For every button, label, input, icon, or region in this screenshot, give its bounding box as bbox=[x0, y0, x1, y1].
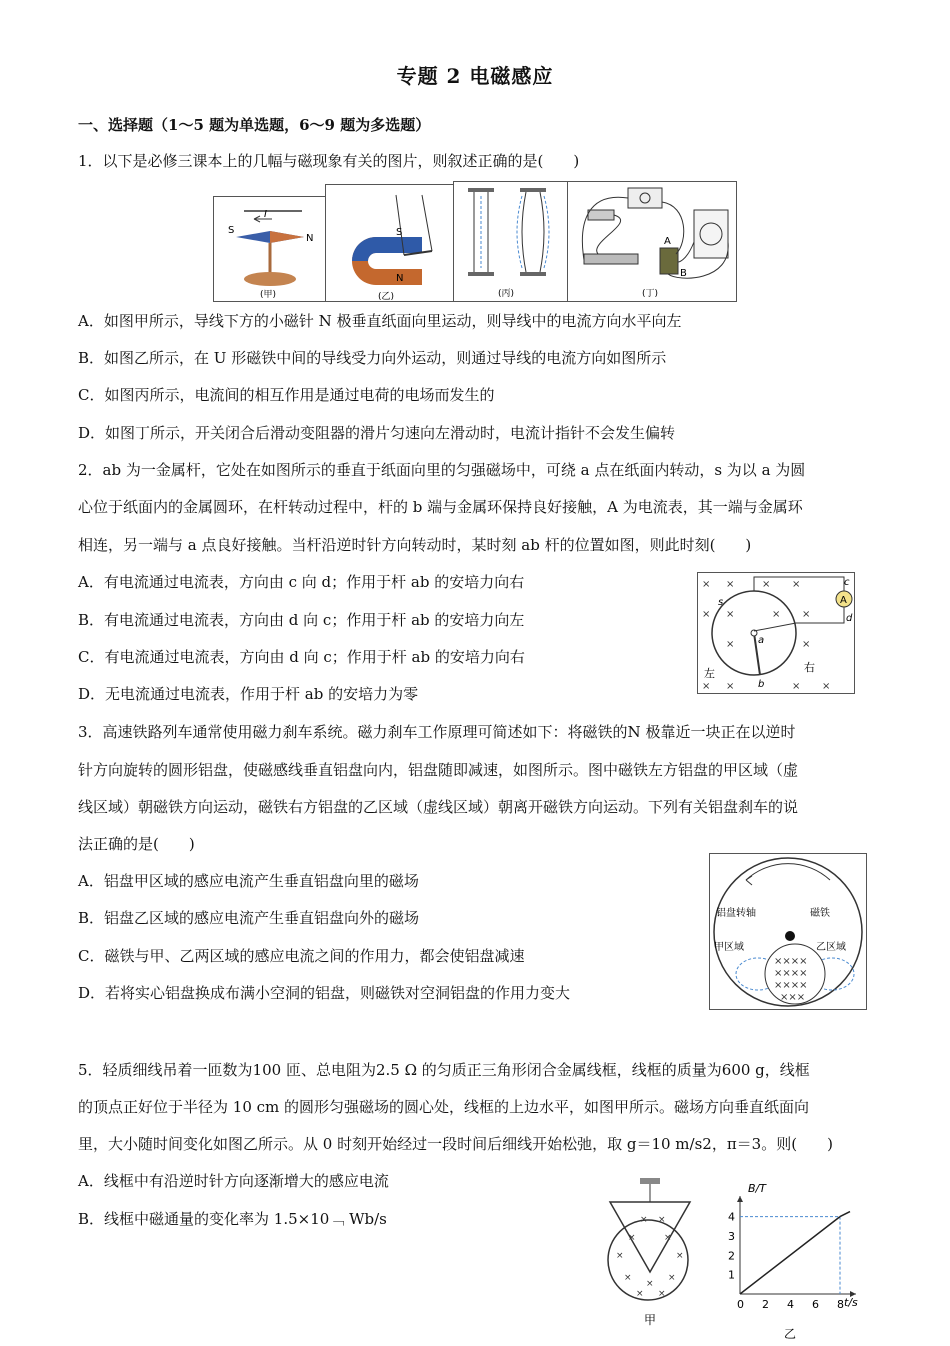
svg-text:×: × bbox=[628, 1233, 636, 1243]
y-tick-label: 2 bbox=[728, 1249, 735, 1263]
page-title: 专题 2 电磁感应 bbox=[396, 64, 554, 88]
svg-text:×: × bbox=[664, 1233, 672, 1243]
point-b-label: b bbox=[758, 679, 765, 690]
svg-text:×: × bbox=[702, 579, 711, 590]
x-tick-label: 6 bbox=[812, 1298, 819, 1311]
ammeter-label: A bbox=[840, 595, 847, 606]
q3-option-c: C．磁铁与甲、乙两区域的感应电流之间的作用力，都会使铝盘减速 bbox=[78, 947, 525, 965]
svg-text:×: × bbox=[726, 639, 735, 650]
rotating-rod-ring-diagram bbox=[698, 573, 854, 693]
q1-figure-bing bbox=[453, 181, 569, 302]
point-d-label: d bbox=[846, 613, 853, 624]
q5-option-b: B．线框中磁通量的变化率为 1.5×10﹁ Wb/s bbox=[78, 1210, 387, 1228]
series-line bbox=[740, 1217, 840, 1294]
point-c-label: c bbox=[844, 577, 850, 588]
svg-text:×: × bbox=[802, 609, 811, 620]
q2-stem-line-1: 2．ab 为一金属杆，它处在如图所示的垂直于纸面向里的匀强磁场中，可绕 a 点在纸面内转动，s 为以 a 为圆 bbox=[78, 461, 806, 479]
svg-text:×: × bbox=[616, 1251, 624, 1261]
magnetic-brake-disc-diagram bbox=[710, 854, 866, 1009]
ring-s-label: s bbox=[718, 597, 724, 608]
svg-text:×: × bbox=[792, 579, 801, 590]
right-label: 右 bbox=[804, 661, 815, 674]
q1-figure-jia bbox=[213, 196, 327, 302]
coil-a-label: A bbox=[664, 236, 671, 247]
svg-text:×: × bbox=[702, 681, 711, 692]
axis-label: 铝盘转轴 bbox=[716, 908, 756, 919]
compass-under-wire-diagram bbox=[214, 197, 326, 301]
y-tick-label: 4 bbox=[728, 1210, 735, 1224]
q3-option-b: B．铝盘乙区域的感应电流产生垂直铝盘向外的磁场 bbox=[78, 909, 420, 927]
q5-option-a: A．线框中有沿逆时针方向逐渐增大的感应电流 bbox=[78, 1172, 389, 1190]
magnet-label: 磁铁 bbox=[810, 908, 830, 919]
left-label: 左 bbox=[704, 667, 715, 680]
svg-text:××××: ×××× bbox=[774, 968, 808, 979]
n-pole-label: N bbox=[396, 273, 404, 284]
s-pole-label: S bbox=[396, 227, 403, 238]
series-line-extension bbox=[840, 1212, 850, 1217]
fig-label-ding: (丁) bbox=[642, 289, 659, 299]
svg-text:×: × bbox=[822, 681, 831, 692]
y-axis-arrow bbox=[737, 1196, 743, 1202]
q1-figure-yi bbox=[325, 184, 455, 302]
q5-stem-line-2: 的顶点正好位于半径为 10 cm 的圆形匀强磁场的圆心处，线框的上边水平，如图甲所示。磁场方向垂直纸面向 bbox=[78, 1098, 810, 1116]
b-t-line-chart bbox=[718, 1182, 868, 1342]
x-tick-label: 2 bbox=[762, 1298, 769, 1311]
fig-label-jia: 甲 bbox=[644, 1313, 657, 1327]
svg-text:×: × bbox=[624, 1273, 632, 1283]
parallel-currents-diagram bbox=[454, 182, 568, 301]
svg-text:×: × bbox=[802, 639, 811, 650]
svg-text:×: × bbox=[658, 1289, 666, 1299]
q3-stem-line-3: 线区域）朝磁铁方向运动，磁铁右方铝盘的乙区域（虚线区域）朝离开磁铁方向运动。下列有关铝盘刹车的说 bbox=[78, 798, 799, 816]
svg-text:×: × bbox=[726, 579, 735, 590]
q2-figure bbox=[697, 572, 855, 694]
y-tick-label: 1 bbox=[728, 1268, 735, 1282]
q3-figure bbox=[709, 853, 867, 1010]
q5-stem-line-3: 里，大小随时间变化如图乙所示。从 0 时刻开始经过一段时间后细线开始松弛，取 g＝10 m/s2，π＝3。则( ) bbox=[78, 1135, 833, 1153]
q2-option-a: A．有电流通过电流表，方向由 c 向 d；作用于杆 ab 的安培力向右 bbox=[78, 573, 525, 591]
zone-b-label: 乙区域 bbox=[816, 942, 846, 953]
svg-text:×: × bbox=[636, 1289, 644, 1299]
q3-stem-line-4: 法正确的是( ) bbox=[78, 835, 195, 853]
svg-text:×: × bbox=[676, 1251, 684, 1261]
q2-option-b: B．有电流通过电流表，方向由 d 向 c；作用于杆 ab 的安培力向左 bbox=[78, 611, 525, 629]
q2-option-d: D．无电流通过电流表，作用于杆 ab 的安培力为零 bbox=[78, 685, 419, 703]
fig-label-bing: (丙) bbox=[498, 289, 515, 299]
n-pole-label: N bbox=[306, 233, 314, 244]
q1-option-c: C．如图丙所示，电流间的相互作用是通过电荷的电场而发生的 bbox=[78, 386, 495, 404]
q1-option-a: A．如图甲所示，导线下方的小磁针 N 极垂直纸面向里运动，则导线中的电流方向水平向左 bbox=[78, 312, 682, 330]
svg-text:××××: ×××× bbox=[774, 980, 808, 991]
y-tick-label: 3 bbox=[728, 1229, 735, 1243]
coil-b-label: B bbox=[680, 268, 687, 279]
q1-figure-ding bbox=[567, 181, 737, 302]
section-heading: 一、选择题（1～5 题为单选题，6～9 题为多选题） bbox=[78, 116, 431, 134]
fig-label-yi: 乙 bbox=[784, 1327, 797, 1341]
q3-option-a: A．铝盘甲区域的感应电流产生垂直铝盘向里的磁场 bbox=[78, 872, 419, 890]
q2-stem-line-2: 心位于纸面内的金属圆环，在杆转动过程中，杆的 b 端与金属环保持良好接触，A 为电流表，其一端与金属环 bbox=[78, 498, 803, 516]
svg-text:×: × bbox=[668, 1273, 676, 1283]
q5-stem-line-1: 5．轻质细线吊着一匝数为100 匝、总电阻为2.5 Ω 的匀质正三角形闭合金属线框，线框的质量为600 g，线框 bbox=[78, 1061, 810, 1079]
svg-text:×: × bbox=[640, 1215, 648, 1225]
y-axis-label: B/T bbox=[748, 1182, 766, 1195]
x-tick-label: 4 bbox=[787, 1298, 794, 1311]
induction-circuit-diagram bbox=[568, 182, 736, 301]
x-axis-label: t/s bbox=[844, 1296, 858, 1309]
s-pole-label: S bbox=[228, 225, 235, 236]
q2-option-c: C．有电流通过电流表，方向由 d 向 c；作用于杆 ab 的安培力向右 bbox=[78, 648, 525, 666]
u-magnet-diagram bbox=[326, 185, 454, 301]
q2-stem-line-3: 相连，另一端与 a 点良好接触。当杆沿逆时针方向转动时，某时刻 ab 杆的位置如图，则此时刻( ) bbox=[78, 536, 752, 554]
current-label: I bbox=[264, 209, 267, 220]
q3-option-d: D．若将实心铝盘换成布满小空洞的铝盘，则磁铁对空洞铝盘的作用力变大 bbox=[78, 984, 571, 1002]
zone-a-label: 甲区域 bbox=[714, 942, 744, 953]
svg-text:×: × bbox=[762, 579, 771, 590]
q3-stem-line-1: 3．高速铁路列车通常使用磁力刹车系统。磁力刹车工作原理可简述如下：将磁铁的N 极靠近一块正在以逆时 bbox=[78, 723, 796, 741]
x-tick-label: 8 bbox=[837, 1298, 844, 1311]
q1-option-b: B．如图乙所示，在 U 形磁铁中间的导线受力向外运动，则通过导线的电流方向如图所示 bbox=[78, 349, 667, 367]
svg-text:×: × bbox=[792, 681, 801, 692]
fig-label-yi: (乙) bbox=[378, 292, 395, 301]
q5-figure-jia bbox=[600, 1176, 700, 1344]
svg-text:×××: ××× bbox=[780, 992, 806, 1003]
q1-option-d: D．如图丁所示，开关闭合后滑动变阻器的滑片匀速向左滑动时，电流计指针不会发生偏转 bbox=[78, 424, 676, 442]
svg-text:×: × bbox=[726, 681, 735, 692]
fig-label-jia: (甲) bbox=[260, 290, 277, 300]
point-a-label: a bbox=[758, 635, 765, 646]
q1-stem: 1．以下是必修三课本上的几幅与磁现象有关的图片，则叙述正确的是( ) bbox=[78, 152, 580, 170]
svg-text:×: × bbox=[726, 609, 735, 620]
q5-chart bbox=[718, 1182, 868, 1344]
q3-stem-line-2: 针方向旋转的圆形铝盘，使磁感线垂直铝盘向内，铝盘随即减速，如图所示。图中磁铁左方铝盘的甲区域（虚 bbox=[78, 761, 799, 779]
svg-text:×: × bbox=[646, 1279, 654, 1289]
svg-text:××××: ×××× bbox=[774, 956, 808, 967]
x-tick-label: 0 bbox=[737, 1298, 744, 1311]
svg-text:×: × bbox=[772, 609, 781, 620]
svg-text:×: × bbox=[658, 1215, 666, 1225]
svg-text:×: × bbox=[702, 609, 711, 620]
hanging-triangle-frame-diagram bbox=[600, 1176, 700, 1336]
